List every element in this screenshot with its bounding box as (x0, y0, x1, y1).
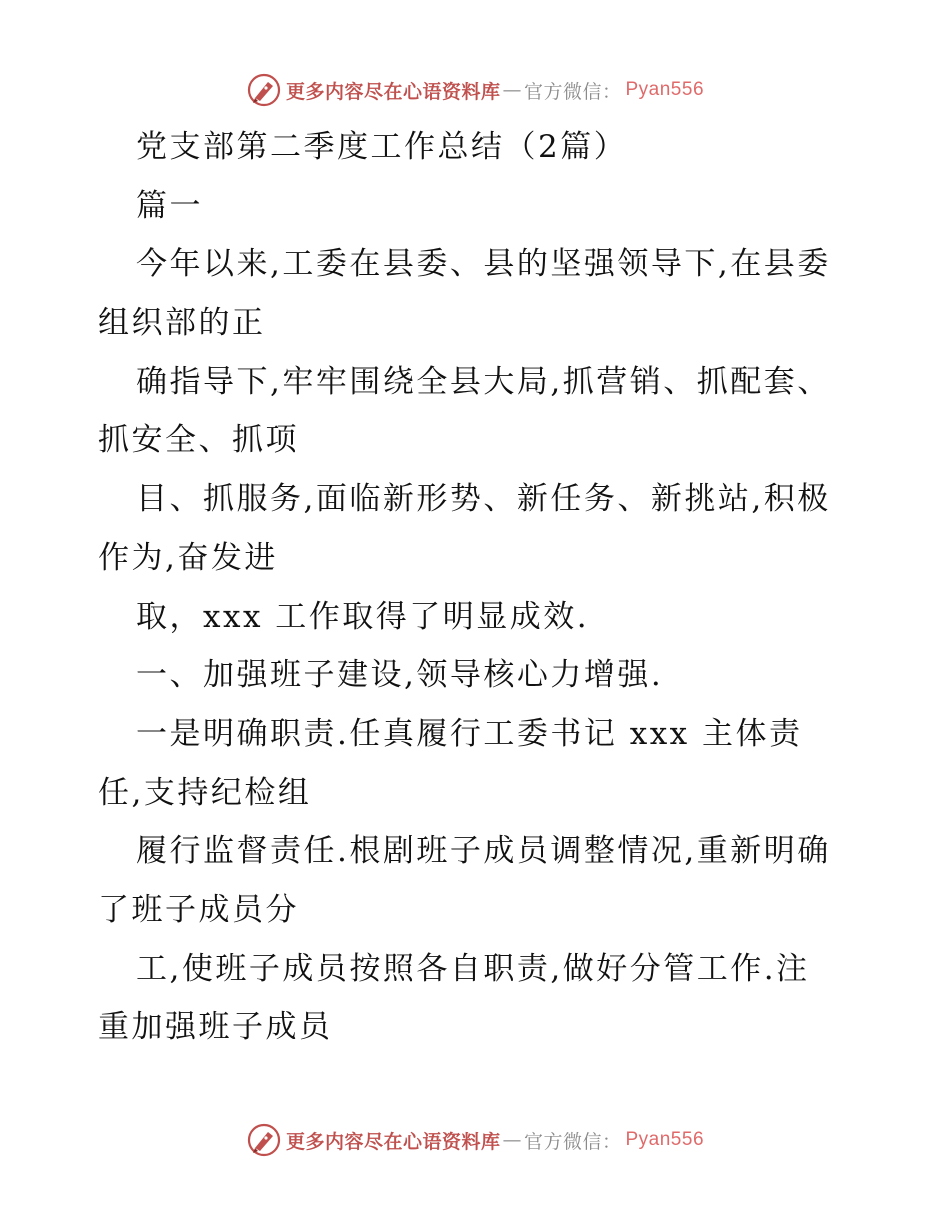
text-line: 组织部的正 (98, 305, 266, 342)
document-body (98, 118, 858, 1057)
header-watermark-banner (0, 68, 950, 112)
banner-main-text: 更多内容尽在心语资料库 (285, 1130, 501, 1153)
text-line: 一是明确职责.任真履行工委书记 xxx 主体责 (136, 715, 803, 752)
text-line: 今年以来,工委在县委、县的坚强领导下,在县委 (136, 246, 831, 283)
banner-wechat-label: 官方微信： (523, 80, 622, 103)
pen-nib-logo-icon (246, 72, 282, 108)
banner-wechat-id: Pyan556 (625, 1129, 705, 1150)
text-line: 取，xxx 工作取得了明显成效. (136, 598, 590, 635)
banner-wechat-id: Pyan556 (625, 79, 705, 100)
banner-wechat-label: 官方微信： (523, 1130, 622, 1153)
pen-nib-logo-icon (246, 1122, 282, 1158)
text-line: 了班子成员分 (98, 891, 299, 928)
text-line: 作为,奋发进 (98, 539, 278, 576)
text-line: 目、抓服务,面临新形势、新任务、新挑站,积极 (136, 481, 831, 518)
text-line: 工,使班子成员按照各自职责,做好分管工作.注 (136, 950, 810, 987)
text-line: 篇一 (136, 187, 203, 224)
banner-main-text: 更多内容尽在心语资料库 (285, 80, 501, 103)
text-line: 任,支持纪检组 (98, 774, 312, 811)
banner-dash: — (502, 1129, 522, 1151)
text-line: 履行监督责任.根剧班子成员调整情况,重新明确 (136, 833, 831, 870)
text-line: 重加强班子成员 (98, 1009, 333, 1046)
document-title: 党支部第二季度工作总结（2篇） (136, 129, 628, 165)
text-line: 确指导下,牢牢围绕全县大局,抓营销、抓配套、 (136, 363, 831, 400)
text-line: 抓安全、抓项 (98, 422, 299, 459)
footer-watermark-banner (0, 1118, 950, 1162)
text-line: 一、加强班子建设,领导核心力增强. (136, 657, 664, 694)
banner-dash: — (502, 79, 522, 101)
